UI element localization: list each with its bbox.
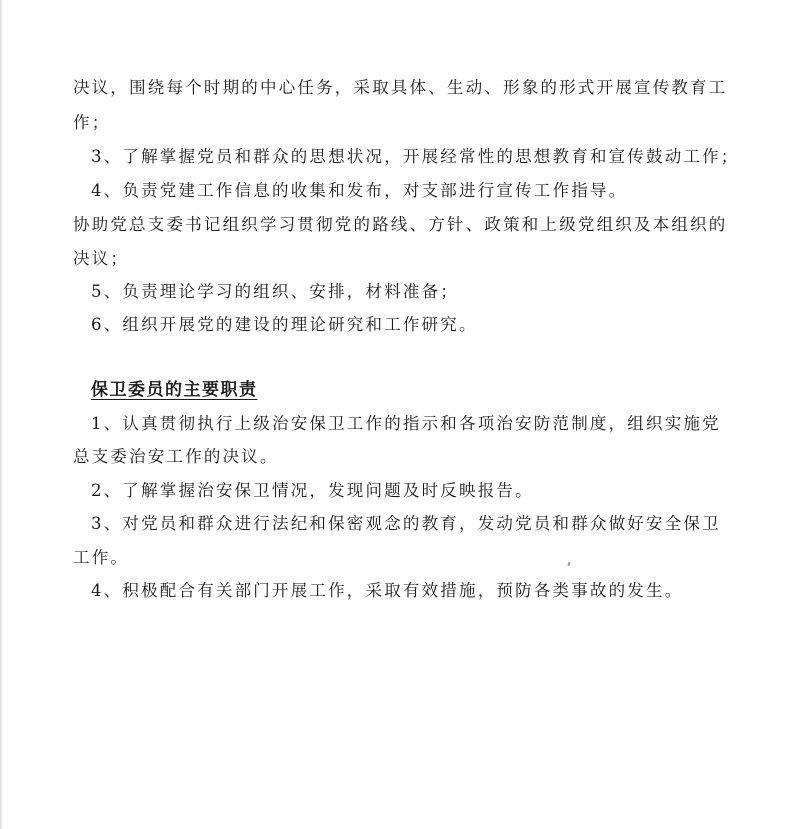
paragraph-line: 作； [73, 113, 111, 132]
paragraph-line: 工作。 [73, 548, 130, 567]
paragraph-line: 3、了解掌握党员和群众的思想状况，开展经常性的思想教育和宣传鼓动工作； [91, 147, 740, 166]
paragraph-line: 2、了解掌握治安保卫情况，发现问题及时反映报告。 [91, 481, 534, 500]
paragraph-line: 4、积极配合有关部门开展工作，采取有效措施，预防各类事故的发生。 [91, 581, 684, 600]
paragraph-line: 协助党总支委书记组织学习贯彻党的路线、方针、政策和上级党组织及本组织的 [73, 215, 728, 234]
section-heading: 保卫委员的主要职责 [91, 380, 258, 400]
paragraph-line: 1、认真贯彻执行上级治安保卫工作的指示和各项治安防范制度，组织实施党 [91, 414, 721, 433]
paragraph-line: 决议，围绕每个时期的中心任务，采取具体、生动、形象的形式开展宣传教育工 [73, 78, 728, 97]
paragraph-line: 3、对党员和群众进行法纪和保密观念的教育，发动党员和群众做好安全保卫 [91, 514, 721, 533]
paragraph-line: 决议； [73, 249, 130, 268]
paragraph-line: 4、负责党建工作信息的收集和发布，对支部进行宣传工作指导。 [91, 181, 628, 200]
scan-speck [567, 562, 570, 566]
page-edge-shadow [0, 0, 3, 829]
paragraph-line: 5、负责理论学习的组织、安排，材料准备； [91, 282, 459, 301]
paragraph-line: 6、组织开展党的建设的理论研究和工作研究。 [91, 315, 478, 334]
paragraph-line: 总支委治安工作的决议。 [73, 447, 279, 466]
